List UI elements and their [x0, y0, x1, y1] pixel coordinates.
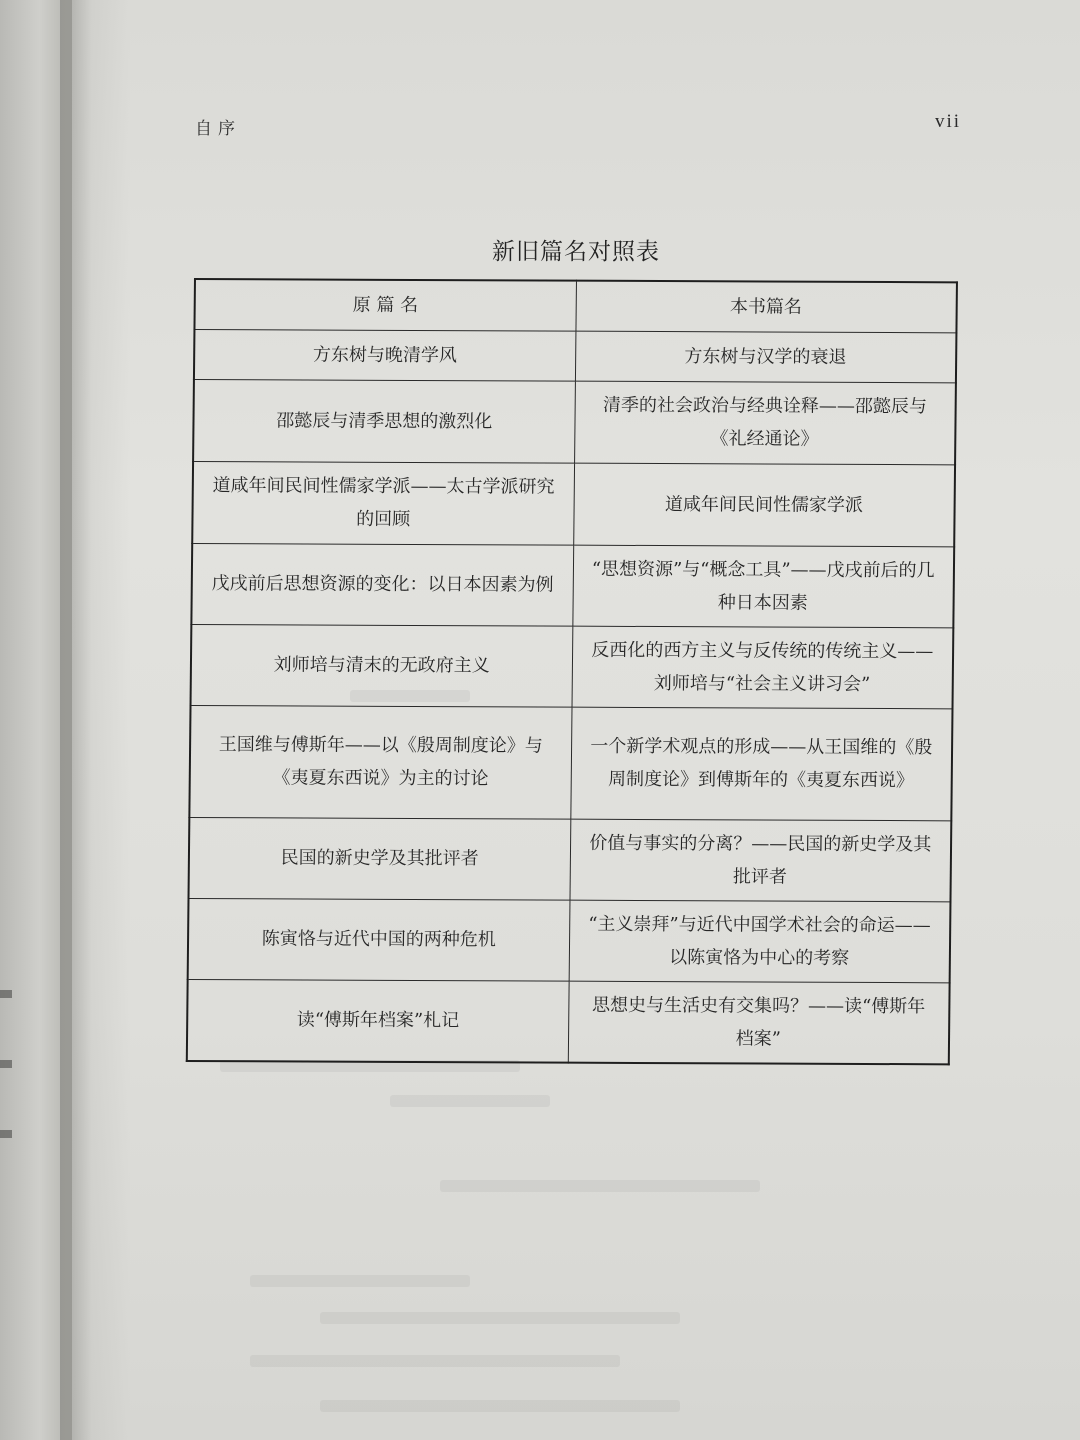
- new-title-cell: 道咸年间民间性儒家学派: [573, 463, 955, 547]
- original-title-cell: 戊戌前后思想资源的变化：以日本因素为例: [191, 543, 573, 626]
- original-title-cell: 王国维与傅斯年——以《殷周制度论》与《夷夏东西说》为主的讨论: [189, 705, 571, 819]
- table-row: [187, 979, 950, 1064]
- new-title-cell: “思想资源”与“概念工具”——戊戌前后的几种日本因素: [572, 545, 954, 628]
- table-row: [188, 898, 951, 982]
- new-title-cell: 价值与事实的分离？——民国的新史学及其批评者: [569, 819, 951, 902]
- table-row: [189, 705, 952, 820]
- original-title-cell: 邵懿辰与清季思想的激烈化: [193, 379, 575, 463]
- original-title-cell: 民国的新史学及其批评者: [189, 817, 571, 900]
- title-comparison-table: [186, 278, 958, 1065]
- original-title-cell: 刘师培与清末的无政府主义: [191, 624, 573, 707]
- comparison-table-wrapper: [186, 278, 962, 1065]
- page-number: vii: [935, 111, 962, 132]
- table-row: [189, 817, 952, 901]
- header-new-title: 本书篇名: [575, 281, 957, 333]
- original-title-cell: 道咸年间民间性儒家学派——太古学派研究的回顾: [192, 461, 574, 545]
- table-header-row: [194, 279, 956, 332]
- table-row: [192, 461, 955, 546]
- header-original-title: 原 篇 名: [194, 279, 576, 331]
- table-row: [193, 379, 956, 464]
- running-head: 自序: [195, 119, 241, 139]
- table-row: [191, 543, 954, 627]
- table-row: [194, 329, 956, 382]
- original-title-cell: 方东树与晚清学风: [194, 329, 576, 381]
- new-title-cell: 反西化的西方主义与反传统的传统主义——刘师培与“社会主义讲习会”: [572, 626, 954, 709]
- original-title-cell: 陈寅恪与近代中国的两种危机: [188, 898, 570, 981]
- facing-page-text-fragments: [0, 950, 12, 1170]
- new-title-cell: 方东树与汉学的衰退: [575, 331, 957, 383]
- new-title-cell: 一个新学术观点的形成——从王国维的《殷周制度论》到傅斯年的《夷夏东西说》: [570, 707, 952, 821]
- table-title: 新旧篇名对照表: [492, 239, 660, 265]
- new-title-cell: 清季的社会政治与经典诠释——邵懿辰与《礼经通论》: [574, 381, 956, 465]
- new-title-cell: 思想史与生活史有交集吗？——读“傅斯年档案”: [568, 981, 950, 1064]
- table-row: [191, 624, 954, 708]
- original-title-cell: 读“傅斯年档案”札记: [187, 979, 569, 1062]
- book-page: [90, 0, 1080, 1440]
- new-title-cell: “主义崇拜”与近代中国学术社会的命运——以陈寅恪为中心的考察: [569, 900, 951, 983]
